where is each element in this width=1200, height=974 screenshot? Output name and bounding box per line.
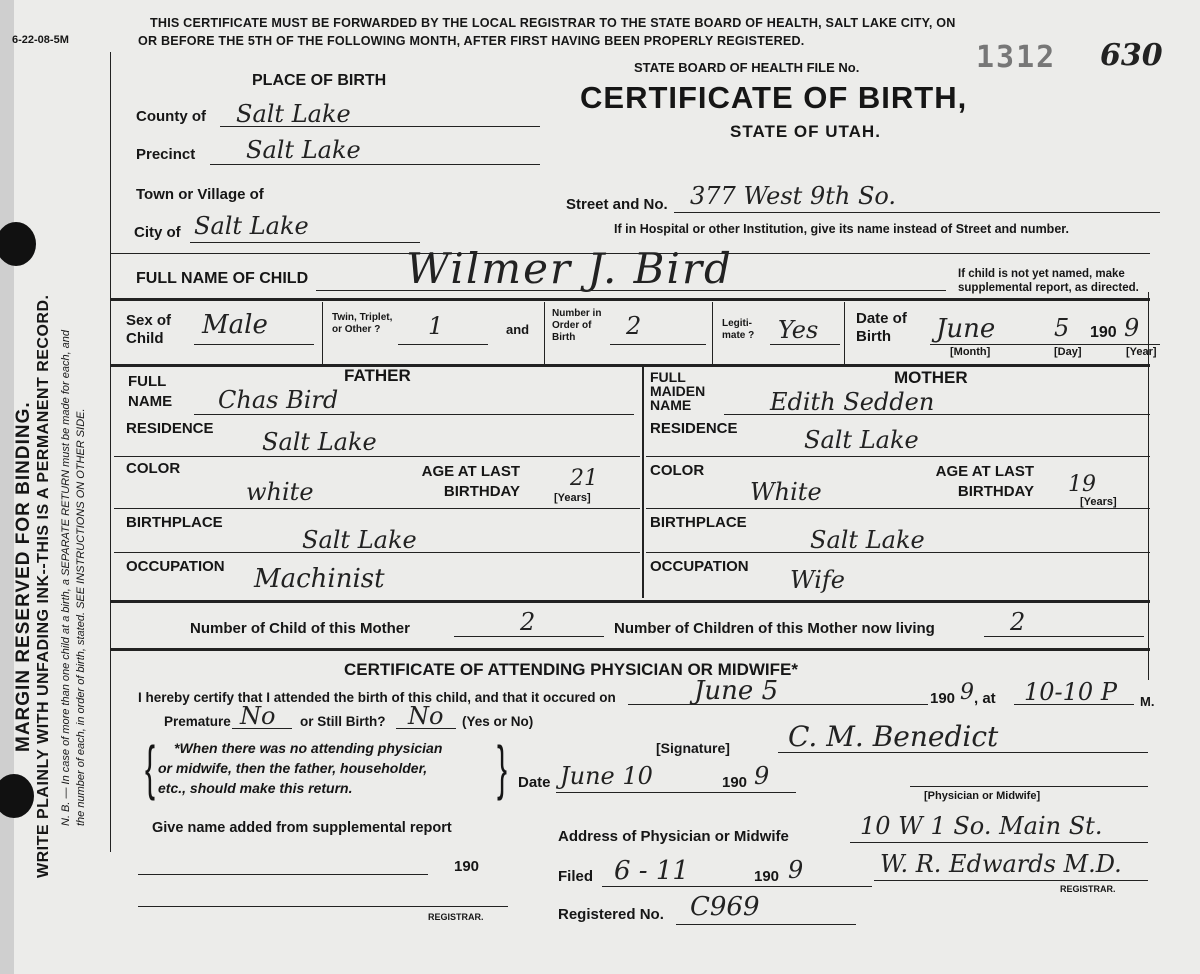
birth-date-value[interactable]: June 5 <box>694 676 779 706</box>
name-note1: If child is not yet named, make <box>958 268 1125 280</box>
twin-line <box>398 344 488 345</box>
margin-nb-line1: N. B. — In case of more than one child at a birth, a SEPARATE RETURN must be made for each, and <box>60 329 72 826</box>
precinct-line <box>210 164 540 165</box>
mother-name-label: FULL MAIDEN NAME <box>650 369 706 413</box>
note-line3: etc., should make this return. <box>158 780 353 796</box>
address-label: Address of Physician or Midwife <box>558 828 789 845</box>
mother-name-line <box>724 414 1150 415</box>
dob-year-label: [Year] <box>1126 346 1157 358</box>
mother-age-value[interactable]: 19 <box>1068 472 1096 497</box>
file-number: 1312 <box>976 40 1057 75</box>
bracket-left: { <box>145 734 156 801</box>
signature-line <box>778 752 1148 753</box>
date-label: Date <box>518 774 551 791</box>
supplemental-registrar-label: REGISTRAR. <box>428 912 484 922</box>
time-value[interactable]: 10-10 P <box>1024 678 1117 706</box>
father-residence-value[interactable]: Salt Lake <box>262 428 377 456</box>
dob-year[interactable]: 9 <box>1124 314 1140 342</box>
dob-line <box>930 344 1160 345</box>
child-of-mother-line <box>454 636 604 637</box>
street-label: Street and No. <box>566 196 668 213</box>
mother-birthplace-value[interactable]: Salt Lake <box>810 526 925 554</box>
time-line <box>1014 704 1134 705</box>
sex-value[interactable]: Male <box>202 310 268 340</box>
mother-occupation-value[interactable]: Wife <box>790 566 846 594</box>
filed-year-prefix: 190 <box>754 868 780 885</box>
father-residence-line <box>114 456 640 457</box>
name-bottom-rule <box>110 298 1150 301</box>
order-value[interactable]: 2 <box>626 312 642 340</box>
father-name-label: FULL NAME <box>128 373 173 410</box>
father-birthplace-label: BIRTHPLACE <box>126 514 223 531</box>
living-label: Number of Children of this Mother now living <box>614 620 935 637</box>
name-note2: supplemental report, as directed. <box>958 282 1139 294</box>
father-name-line <box>194 414 634 415</box>
supplemental-label: Give name added from supplemental report <box>152 820 452 836</box>
mother-years-label: [Years] <box>1080 496 1117 508</box>
mother-color-label: COLOR <box>650 462 705 479</box>
premature-label: Premature <box>164 714 231 729</box>
legit-value[interactable]: Yes <box>778 316 819 344</box>
father-years-label: [Years] <box>554 492 591 504</box>
parents-divider <box>642 366 644 598</box>
living-value[interactable]: 2 <box>1010 608 1026 636</box>
father-age-label: AGE AT LAST BIRTHDAY <box>421 463 520 500</box>
mother-residence-line <box>646 456 1150 457</box>
binding-hole-bottom <box>0 774 34 818</box>
child-name-value[interactable]: Wilmer J. Bird <box>406 244 733 293</box>
m-label: M. <box>1140 694 1155 709</box>
father-name-value[interactable]: Chas Bird <box>218 386 339 414</box>
file-number-handwritten: 630 <box>1100 38 1163 73</box>
dob-month-label: [Month] <box>950 346 991 358</box>
still-birth-line <box>396 728 456 729</box>
date-year[interactable]: 9 <box>754 762 770 790</box>
divider-twin <box>322 302 323 364</box>
margin-binding-text: MARGIN RESERVED FOR BINDING. <box>13 401 34 752</box>
notice-line1: THIS CERTIFICATE MUST BE FORWARDED BY THE LOCAL REGISTRAR TO THE STATE BOARD OF HEALTH, SALT LAKE CITY, ON <box>150 16 956 30</box>
physician-year-prefix: 190 <box>930 690 956 707</box>
registrar-label: REGISTRAR. <box>1060 884 1116 894</box>
county-label: County of <box>136 108 206 125</box>
dob-month[interactable]: June <box>936 314 996 344</box>
street-value[interactable]: 377 West 9th So. <box>690 182 897 210</box>
city-label: City of <box>134 224 181 241</box>
mother-birthplace-label: BIRTHPLACE <box>650 514 747 531</box>
date-year-prefix: 190 <box>722 774 748 791</box>
notice-line2: OR BEFORE THE 5TH OF THE FOLLOWING MONTH, AFTER FIRST HAVING BEEN PROPERLY REGISTERED. <box>138 34 805 48</box>
city-line <box>190 242 420 243</box>
premature-value[interactable]: No <box>240 702 276 730</box>
and-label: and <box>506 322 530 337</box>
state-label: STATE OF UTAH. <box>730 122 881 141</box>
father-residence-label: RESIDENCE <box>126 420 214 437</box>
precinct-value[interactable]: Salt Lake <box>246 136 361 164</box>
child-name-line <box>316 290 946 291</box>
bracket-right: } <box>497 734 508 801</box>
father-heading: FATHER <box>344 366 411 385</box>
legit-label: Legiti-mate ? <box>722 318 755 341</box>
registered-line <box>676 924 856 925</box>
supplemental-year: 190 <box>454 858 480 875</box>
physician-sig-line <box>910 786 1148 787</box>
premature-line <box>232 728 292 729</box>
yes-no-label: (Yes or No) <box>462 714 534 729</box>
mother-color-value[interactable]: White <box>750 478 822 506</box>
registrar-signature-line <box>874 880 1148 881</box>
mother-occupation-label: OCCUPATION <box>650 558 749 575</box>
filed-value[interactable]: 6 - 11 <box>614 856 689 886</box>
mother-color-line <box>646 508 1150 509</box>
note-line1: *When there was no attending physician <box>174 740 443 756</box>
physician-or-midwife-label: [Physician or Midwife] <box>924 790 1041 802</box>
birth-date-line <box>628 704 928 705</box>
place-heading: PLACE OF BIRTH <box>252 72 387 89</box>
note-line2: or midwife, then the father, householder, <box>158 760 428 776</box>
filed-label: Filed <box>558 868 594 885</box>
physician-year[interactable]: 9 <box>960 680 974 705</box>
father-birthplace-line <box>114 552 640 553</box>
date-line <box>556 792 796 793</box>
signature-value[interactable]: C. M. Benedict <box>788 720 999 753</box>
dob-day-label: [Day] <box>1054 346 1082 358</box>
left-border <box>110 52 111 852</box>
father-color-line <box>114 508 640 509</box>
file-label: STATE BOARD OF HEALTH FILE No. <box>634 60 860 75</box>
divider-legit <box>712 302 713 364</box>
at-label: , at <box>974 690 996 707</box>
supplemental-registrar-line <box>138 906 508 907</box>
father-color-label: COLOR <box>126 460 181 477</box>
certificate-title: CERTIFICATE OF BIRTH, <box>580 80 968 115</box>
certify-text: I hereby certify that I attended the birth of this child, and that it occured on <box>138 690 616 705</box>
twin-value[interactable]: 1 <box>428 312 444 340</box>
county-line <box>220 126 540 127</box>
dob-year-prefix: 190 <box>1090 324 1117 341</box>
town-label: Town or Village of <box>136 186 264 203</box>
mother-birthplace-line <box>646 552 1150 553</box>
margin-nb-line2: the number of each, in order of birth, stated. SEE INSTRUCTIONS ON OTHER SIDE. <box>75 408 87 826</box>
mother-residence-value[interactable]: Salt Lake <box>804 426 919 454</box>
certificate-paper <box>14 0 1200 974</box>
physician-heading: CERTIFICATE OF ATTENDING PHYSICIAN OR MIDWIFE* <box>344 660 798 679</box>
hospital-note: If in Hospital or other Institution, give its name instead of Street and number. <box>614 222 1069 236</box>
street-line <box>674 212 1160 213</box>
father-color-value[interactable]: white <box>246 478 314 506</box>
parents-top-rule <box>110 364 1150 367</box>
legit-line <box>770 344 840 345</box>
signature-label: [Signature] <box>656 740 730 756</box>
twin-label: Twin, Triplet, or Other ? <box>332 312 393 335</box>
mother-heading: MOTHER <box>894 368 968 387</box>
parents-bottom-rule <box>110 600 1150 603</box>
county-value[interactable]: Salt Lake <box>236 100 351 128</box>
father-occupation-value[interactable]: Machinist <box>254 564 385 594</box>
registered-label: Registered No. <box>558 906 664 923</box>
order-label: Number in Order of Birth <box>552 308 602 343</box>
registered-value[interactable]: C969 <box>690 892 760 922</box>
living-line <box>984 636 1144 637</box>
precinct-label: Precinct <box>136 146 196 163</box>
address-value[interactable]: 10 W 1 So. Main St. <box>860 812 1103 840</box>
physician-top-rule <box>110 648 1150 651</box>
father-age-value[interactable]: 21 <box>570 466 598 491</box>
divider-order <box>544 302 545 364</box>
filed-year[interactable]: 9 <box>788 856 804 884</box>
date-value[interactable]: June 10 <box>560 762 653 790</box>
still-birth-label: or Still Birth? <box>300 714 386 729</box>
dob-day[interactable]: 5 <box>1054 314 1070 342</box>
father-occupation-label: OCCUPATION <box>126 558 225 575</box>
address-line <box>850 842 1148 843</box>
filed-line <box>602 886 872 887</box>
dob-label: Date of Birth <box>856 310 907 345</box>
mother-age-label: AGE AT LAST BIRTHDAY <box>935 463 1034 500</box>
supplemental-line <box>138 874 428 875</box>
sex-label: Sex of Child <box>126 312 172 347</box>
sex-line <box>194 344 314 345</box>
mother-name-value[interactable]: Edith Sedden <box>770 388 935 416</box>
child-of-mother-value[interactable]: 2 <box>520 608 536 636</box>
form-code: 6-22-08-5M <box>12 34 69 46</box>
father-birthplace-value[interactable]: Salt Lake <box>302 526 417 554</box>
margin-ink-text: WRITE PLAINLY WITH UNFADING INK--THIS IS A PERMANENT RECORD. <box>35 294 52 878</box>
order-line <box>610 344 706 345</box>
still-birth-value[interactable]: No <box>408 702 444 730</box>
registrar-signature[interactable]: W. R. Edwards M.D. <box>880 850 1122 878</box>
mother-residence-label: RESIDENCE <box>650 420 738 437</box>
child-name-label: FULL NAME OF CHILD <box>136 270 309 287</box>
child-of-mother-label: Number of Child of this Mother <box>190 620 410 637</box>
divider-dob <box>844 302 845 364</box>
city-value[interactable]: Salt Lake <box>194 212 309 240</box>
